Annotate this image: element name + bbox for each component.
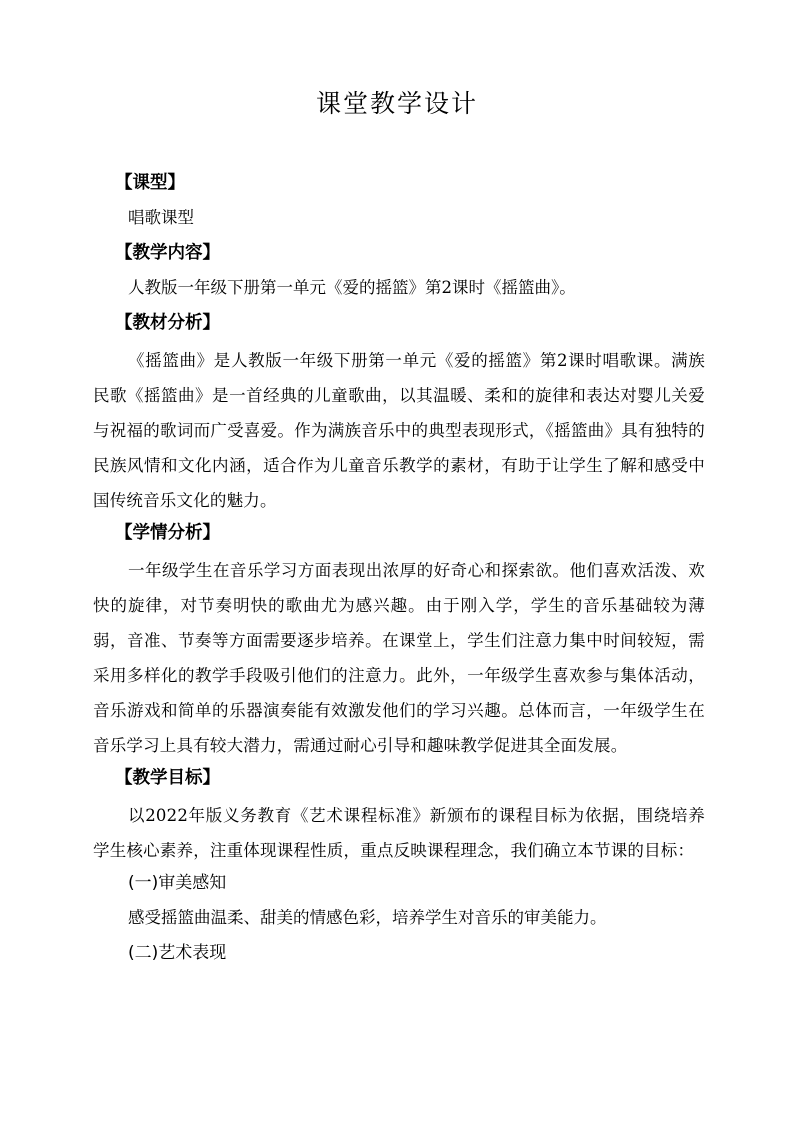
- content-text: 人教版一年级下册第一单元《爱的摇篮》第2课时《摇篮曲》。: [128, 278, 576, 297]
- student-analysis-paragraph: 一年级学生在音乐学习方面表现出浓厚的好奇心和探索欲。他们喜欢活泼、欢快的旋律，对节奏明快的歌曲尤为感兴趣。由于刚入学，学生的音乐基础较为薄弱，音准、节奏等方面需要逐步培养。在课堂上，学生们注意力集中时间较短，需采用多样化的教学手段吸引他们的注意力。此外，一年级学生喜欢参与集体活动，音乐游戏和简单的乐器演奏能有效激发他们的学习兴趣。总体而言，一年级学生在音乐学习上具有较大潜力，需通过耐心引导和趣味教学促进其全面发展。: [93, 561, 705, 755]
- document-body: [93, 168, 705, 973]
- objectives-heading: 【教学目标】: [115, 768, 220, 788]
- objective-aesthetic-label: (一)审美感知: [128, 873, 227, 893]
- lesson-type-heading: 【课型】: [115, 173, 185, 193]
- student-analysis-heading: 【学情分析】: [115, 523, 220, 543]
- content-heading: 【教学内容】: [115, 243, 220, 263]
- objectives-intro-paragraph: 以2022年版义务教育《艺术课程标准》新颁布的课程目标为依据，围绕培养学生核心素养，注重体现课程性质，重点反映课程理念，我们确立本节课的目标：: [93, 806, 705, 860]
- material-analysis-paragraph: 《摇篮曲》是人教版一年级下册第一单元《爱的摇篮》第2课时唱歌课。满族民歌《摇篮曲》是一首经典的儿童歌曲，以其温暖、柔和的旋律和表达对婴儿关爱与祝福的歌词而广受喜爱。作为满族音乐中的典型表现形式，《摇篮曲》具有独特的民族风情和文化内涵，适合作为儿童音乐教学的素材，有助于让学生了解和感受中国传统音乐文化的魅力。: [93, 351, 705, 510]
- lesson-type-text: 唱歌课型: [128, 208, 194, 227]
- document-title: 课堂教学设计: [315, 89, 478, 118]
- material-analysis-heading: 【教材分析】: [115, 313, 220, 333]
- objective-artistic-label: (二)艺术表现: [128, 943, 227, 963]
- objective-aesthetic-text: 感受摇篮曲温柔、甜美的情感色彩，培养学生对音乐的审美能力。: [128, 908, 607, 927]
